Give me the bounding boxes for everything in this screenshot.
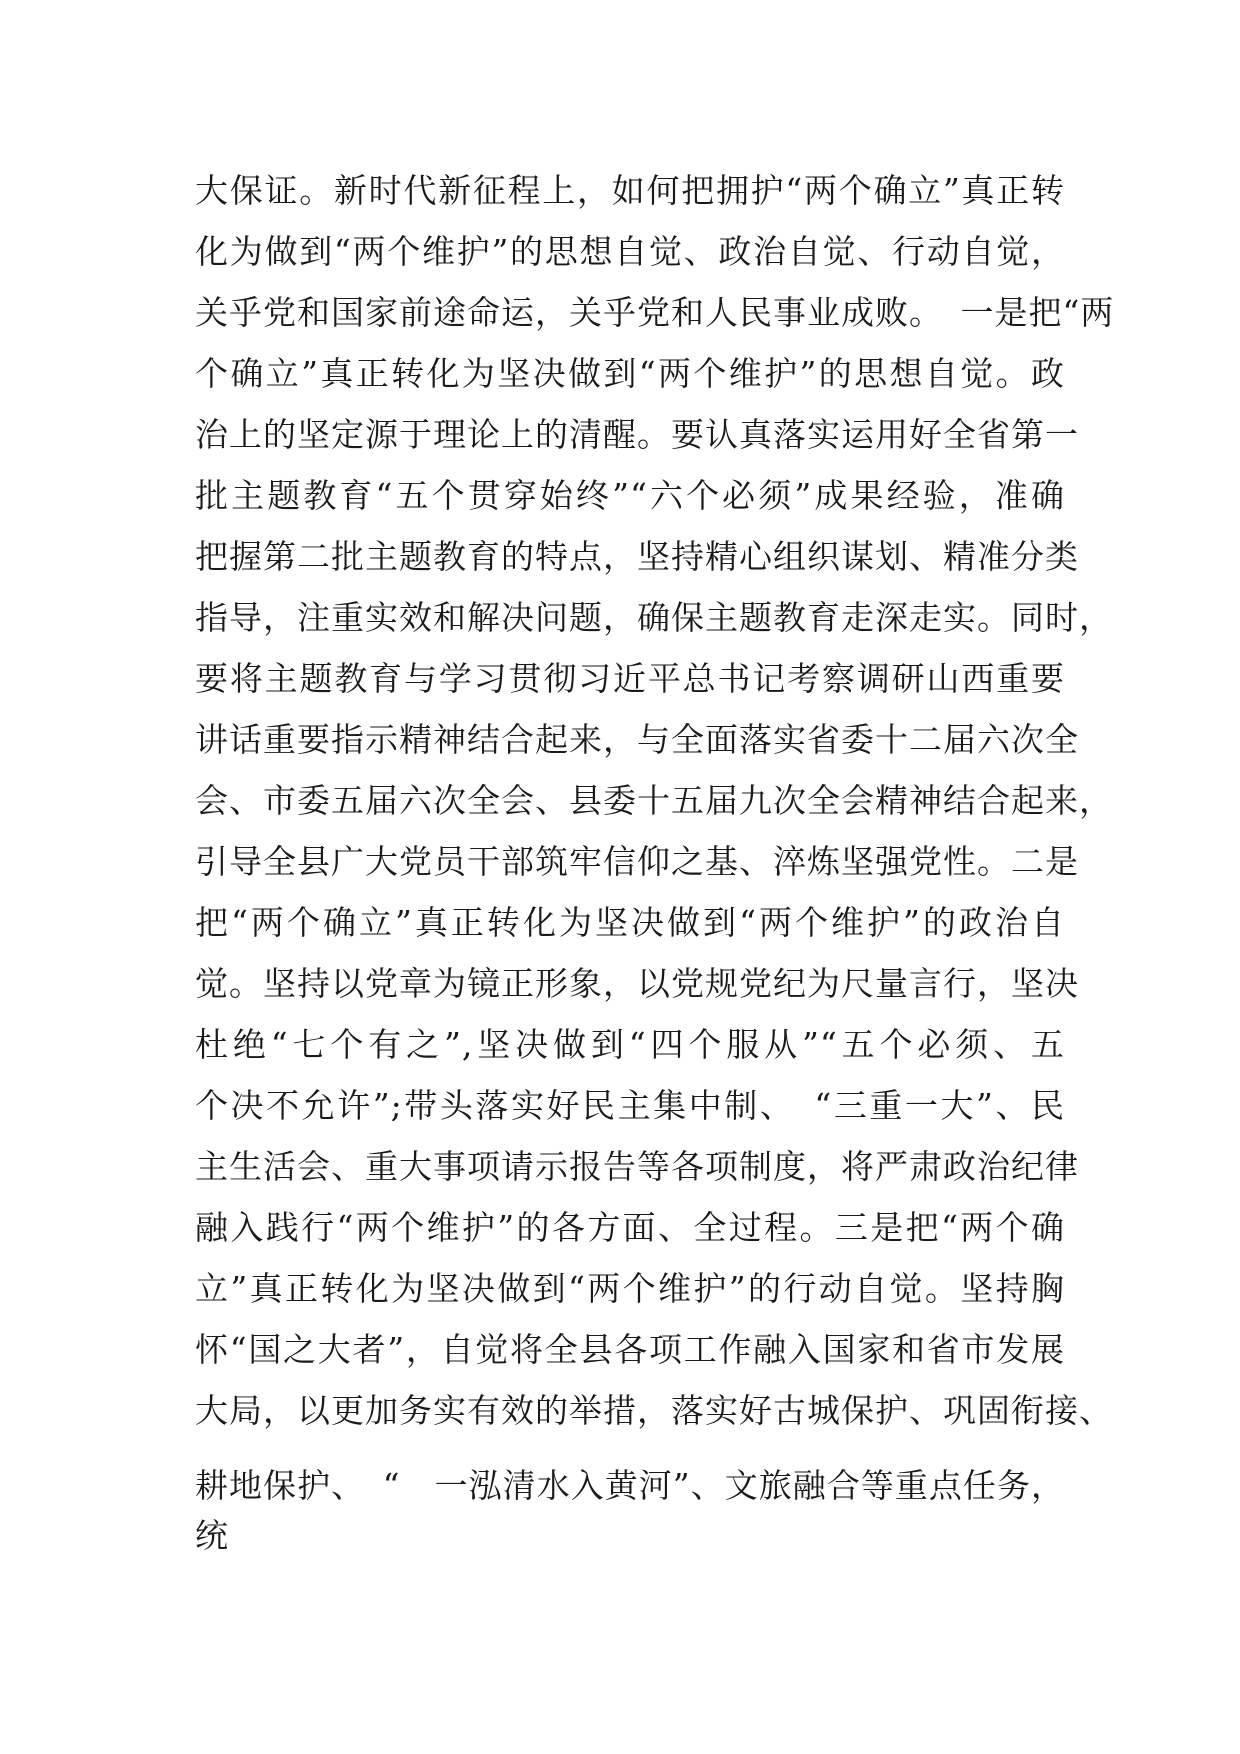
text-line: 个决不允许”;带头落实好民主集中制、 “三重一大”、民	[195, 1086, 1065, 1125]
text-line: 大保证。新时代新征程上，如何把拥护“两个确立”真正转	[195, 171, 1065, 210]
body-text	[195, 160, 1115, 1556]
text-line: 耕地保护、 “ 一泓清水入黄河”、文旅融合等重点任务，	[195, 1466, 1065, 1505]
text-line: 会、市委五届六次全会、县委十五届九次全会精神结合起来，	[195, 781, 1113, 820]
text-line: 主生活会、重大事项请示报告等各项制度，将严肃政治纪律	[195, 1147, 1079, 1186]
text-line: 统	[195, 1516, 229, 1555]
text-line: 指导，注重实效和解决问题，确保主题教育走深走实。同时，	[195, 598, 1113, 637]
text-line: 怀“国之大者”，自觉将全县各项工作融入国家和省市发展	[195, 1330, 1065, 1369]
text-line: 觉。坚持以党章为镜正形象，以党规党纪为尺量言行，坚决	[195, 964, 1079, 1003]
text-line: 把“两个确立”真正转化为坚决做到“两个维护”的政治自	[195, 903, 1065, 942]
text-line: 融入践行“两个维护”的各方面、全过程。三是把“两个确	[195, 1208, 1065, 1247]
text-line: 个确立”真正转化为坚决做到“两个维护”的思想自觉。政	[195, 354, 1065, 393]
text-line: 讲话重要指示精神结合起来，与全面落实省委十二届六次全	[195, 720, 1079, 759]
text-line: 杜绝“七个有之”,坚决做到“四个服从”“五个必须、五	[195, 1025, 1065, 1064]
text-line: 治上的坚定源于理论上的清醒。要认真落实运用好全省第一	[195, 415, 1079, 454]
text-line: 把握第二批主题教育的特点，坚持精心组织谋划、精准分类	[195, 537, 1079, 576]
text-line: 立”真正转化为坚决做到“两个维护”的行动自觉。坚持胸	[195, 1269, 1065, 1308]
text-line: 关乎党和国家前途命运，关乎党和人民事业成败。 一是把“两	[195, 293, 1115, 332]
text-line: 批主题教育“五个贯穿始终”“六个必须”成果经验，准确	[195, 476, 1065, 515]
text-line: 大局，以更加务实有效的举措，落实好古城保护、巩固衔接、	[195, 1391, 1113, 1430]
text-line: 引导全县广大党员干部筑牢信仰之基、淬炼坚强党性。二是	[195, 842, 1079, 881]
text-line: 化为做到“两个维护”的思想自觉、政治自觉、行动自觉，	[195, 232, 1065, 271]
text-line: 要将主题教育与学习贯彻习近平总书记考察调研山西重要	[195, 659, 1065, 698]
